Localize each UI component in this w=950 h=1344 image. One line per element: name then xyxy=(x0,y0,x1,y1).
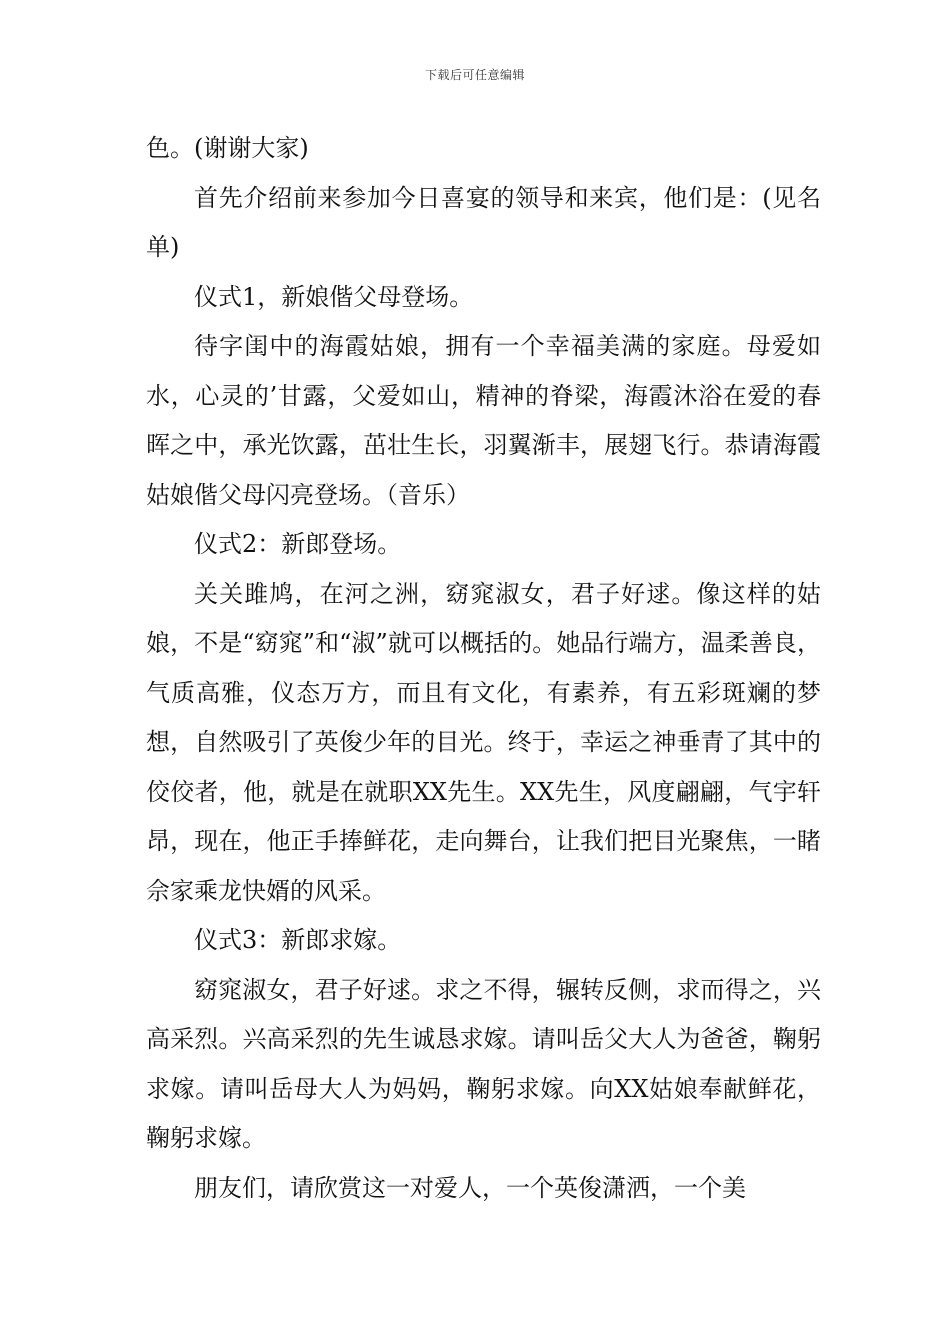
paragraph: 首先介绍前来参加今日喜宴的领导和来宾，他们是：(见名单) xyxy=(146,183,821,261)
paragraph: 朋友们，请欣赏这一对爱人，一个英俊潇洒，一个美 xyxy=(194,1173,746,1202)
document-body xyxy=(146,124,821,1213)
paragraph: 仪式3：新郎求嫁。 xyxy=(194,926,402,954)
paragraph: 关关雎鸠，在河之洲，窈窕淑女，君子好逑。像这样的姑娘，不是“窈窕”和“淑”就可以概括的。她品行端方，温柔善良，气质高雅，仪态万方，而且有文化，有素养，有五彩斑斓的梦想，自然吸引了英俊少年的目光。终于，幸运之神垂青了其中的佼佼者，他，就是在就职XX先生。XX先生，风度翩翩，气宇轩昂，现在，他正手捧鲜花，走向舞台，让我们把目光聚焦，一睹佘家乘龙快婿的风采。 xyxy=(146,579,821,905)
paragraph: 色。(谢谢大家) xyxy=(146,134,309,162)
page-header: 下载后可任意编辑 xyxy=(424,68,525,82)
paragraph: 窈窕淑女，君子好逑。求之不得，辗转反侧，求而得之，兴高采烈。兴高采烈的先生诚恳求嫁。请叫岳父大人为爸爸，鞠躬求嫁。请叫岳母大人为妈妈，鞠躬求嫁。向XX姑娘奉献鲜花，鞠躬求嫁。 xyxy=(146,975,821,1152)
paragraph: 仪式2：新郎登场。 xyxy=(194,530,402,558)
paragraph: 待字闺中的海霞姑娘，拥有一个幸福美满的家庭。母爱如水，心灵的’甘露，父爱如山，精神的脊梁，海霞沐浴在爱的春晖之中，承光饮露，茁壮生长，羽翼渐丰，展翅飞行。恭请海霞姑娘偕父母闪亮登场。（音乐） xyxy=(146,332,821,509)
paragraph: 仪式1，新娘偕父母登场。 xyxy=(194,282,474,311)
